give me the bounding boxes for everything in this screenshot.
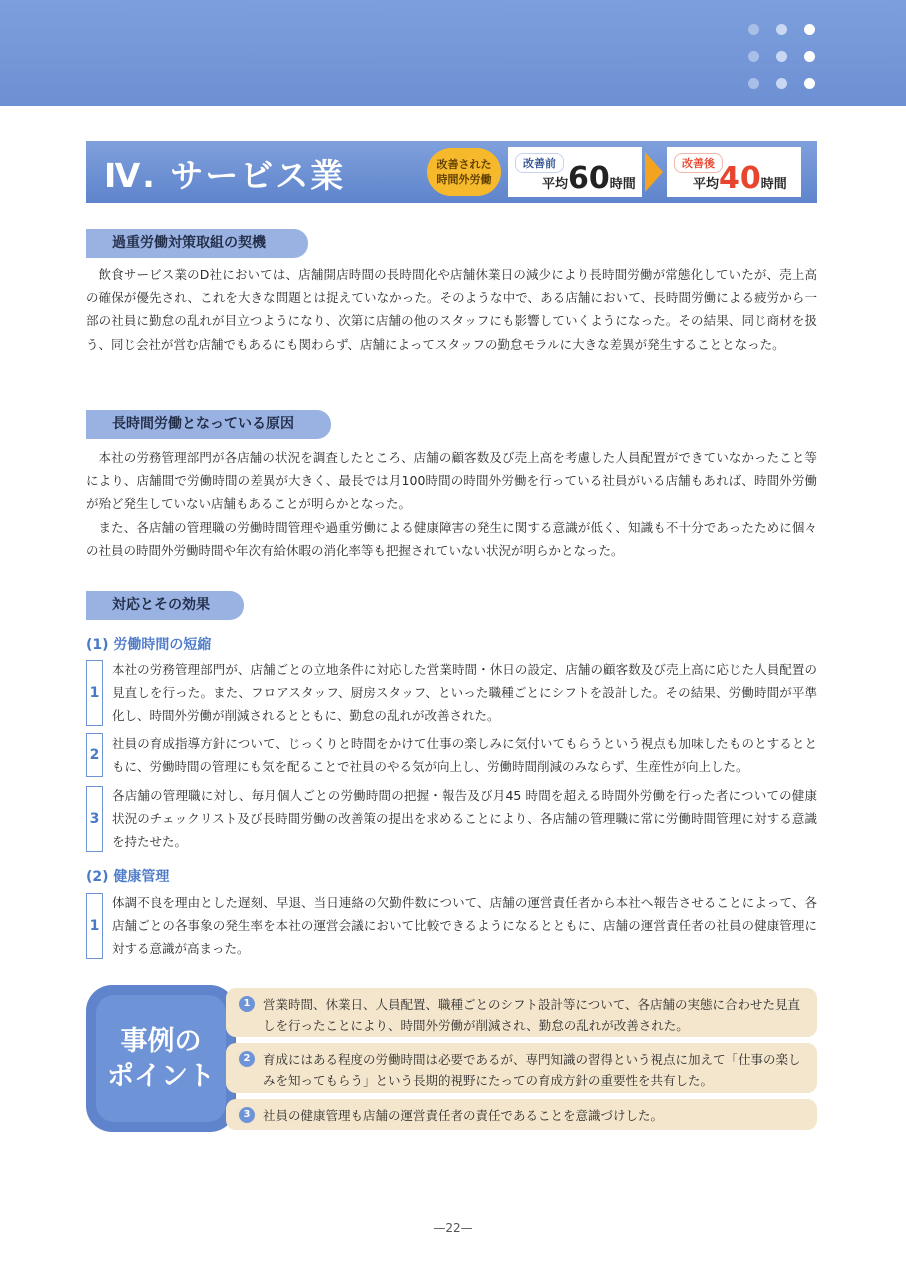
dot-icon [804, 51, 815, 62]
page-number: —22— [433, 1221, 473, 1235]
point-number: 3 [239, 1107, 255, 1123]
case-points-label-box [86, 985, 236, 1132]
badge-line-2: 時間外労働 [436, 173, 492, 186]
item-number: 3 [86, 786, 103, 852]
after-hours-box [667, 147, 801, 197]
decorative-dots [748, 24, 818, 90]
after-unit: 時間 [760, 177, 787, 192]
point-number: 2 [239, 1051, 255, 1067]
item-text: 社員の育成指導方針について、じっくりと時間をかけて仕事の楽しみに気付いてもらうという視点も加味したものとするとともに、労働時間の管理にも気を配ることで社員のやる気が向上し、労働時間削減のみならず、生産性が向上した。 [112, 736, 817, 775]
before-label: 改善前 [515, 153, 564, 173]
item-number: 1 [86, 660, 103, 726]
before-number: 60 [568, 161, 610, 196]
item-text: 各店舗の管理職に対し、毎月個人ごとの労働時間の把握・報告及び月45 時間を超える時間外労働を行った者についての健康状況のチェックリスト及び長時間労働の改善策の提出を求めることにより、各店舗の管理職に常に労働時間管理に対する意識を持たせた。 [112, 788, 817, 850]
after-prefix: 平均 [693, 177, 720, 192]
item-text: 体調不良を理由とした遅刻、早退、当日連絡の欠勤件数について、店舗の運営責任者から本社へ報告させることによって、各店舗ごとの各事象の発生率を本社の運営会議において比較できるようになるとともに、店舗の運営責任者の社員の健康管理に対する意識が高まった。 [112, 895, 817, 957]
improved-overtime-badge [427, 148, 501, 196]
section-cause-body-2: また、各店舗の管理職の労働時間管理や過重労働による健康障害の発生に関する意識が低く、知識も不十分であったために個々の社員の時間外労働時間や年次有給休暇の消化率等も把握されていない状況が明らかとなった。 [86, 520, 817, 559]
item-number: 2 [86, 733, 103, 777]
case-points-title-1: 事例の [120, 1025, 202, 1057]
dot-icon [776, 51, 787, 62]
after-value [693, 161, 787, 196]
section-heading-trigger: 過重労働対策取組の契機 [86, 229, 308, 258]
arrow-right-icon [645, 152, 663, 192]
point-text: 育成にはある程度の労働時間は必要であるが、専門知識の習得という視点に加えて「仕事の楽しみを知ってもらう」という長期的視野にたっての育成方針の重要性を共有した。 [263, 1052, 801, 1088]
sub-heading-working-hours: (1) 労働時間の短縮 [86, 637, 212, 653]
section-cause-body-1: 本社の労務管理部門が各店舗の状況を調査したところ、店舗の顧客数及び売上高を考慮した人員配置ができていなかったこと等により、店舗間で労働時間の差異が大きく、最長では月100時間の時間外労働を行っている社員がいる店舗もあれば、時間外労働が殆ど発生していない店舗もあることが明らかとなった。 [86, 450, 817, 512]
case-points-label [96, 995, 226, 1122]
case-points-title-2: ポイント [107, 1060, 215, 1092]
before-hours-box [508, 147, 642, 197]
dot-icon [804, 78, 815, 89]
case-points-panel [86, 985, 817, 1132]
item-text: 本社の労務管理部門が、店舗ごとの立地条件に対応した営業時間・休日の設定、店舗の顧客数及び売上高に応じた人員配置の見直しを行った。また、フロアスタッフ、厨房スタッフ、といった職種ごとにシフトを設計した。その結果、労働時間が平準化し、時間外労働が削減されるとともに、勤怠の乱れが改善された。 [112, 662, 817, 724]
before-value [542, 161, 636, 196]
point-number: 1 [239, 996, 255, 1012]
item-number: 1 [86, 893, 103, 959]
dot-icon [748, 24, 759, 35]
dot-icon [748, 78, 759, 89]
after-number: 40 [719, 161, 761, 196]
dot-icon [748, 51, 759, 62]
section-heading-response: 対応とその効果 [86, 591, 244, 620]
point-text: 社員の健康管理も店舗の運営責任者の責任であることを意識づけした。 [263, 1108, 664, 1123]
after-label: 改善後 [674, 153, 723, 173]
page-title: Ⅳ. サービス業 [104, 156, 346, 195]
before-unit: 時間 [609, 177, 636, 192]
point-text: 営業時間、休業日、人員配置、職種ごとのシフト設計等について、各店舗の実態に合わせた見直しを行ったことにより、時間外労働が削減され、勤怠の乱れが改善された。 [263, 997, 801, 1033]
dot-icon [804, 24, 815, 35]
dot-icon [776, 78, 787, 89]
dot-icon [776, 24, 787, 35]
point-item [226, 988, 817, 1037]
section-trigger-body: 飲食サービス業のD社においては、店舗開店時間の長時間化や店舗休業日の減少により長時間労働が常態化していたが、売上高の確保が優先され、これを大きな問題とは捉えていなかった。そのような中で、ある店舗において、長時間労働による疲労から一部の社員に勤怠の乱れが目立つようになり、次第に店舗の他のスタッフにも影響していくようになった。その結果、同じ商材を扱う、同じ会社が営む店舗でもあるにも関わらず、店舗によってスタッフの勤怠モラルに大きな差異が発生することとなった。 [86, 267, 817, 352]
badge-line-1: 改善された [436, 158, 492, 171]
sub-heading-health: (2) 健康管理 [86, 869, 170, 885]
point-item [226, 1099, 817, 1130]
point-item [226, 1043, 817, 1093]
section-heading-cause: 長時間労働となっている原因 [86, 410, 331, 439]
before-prefix: 平均 [542, 177, 569, 192]
